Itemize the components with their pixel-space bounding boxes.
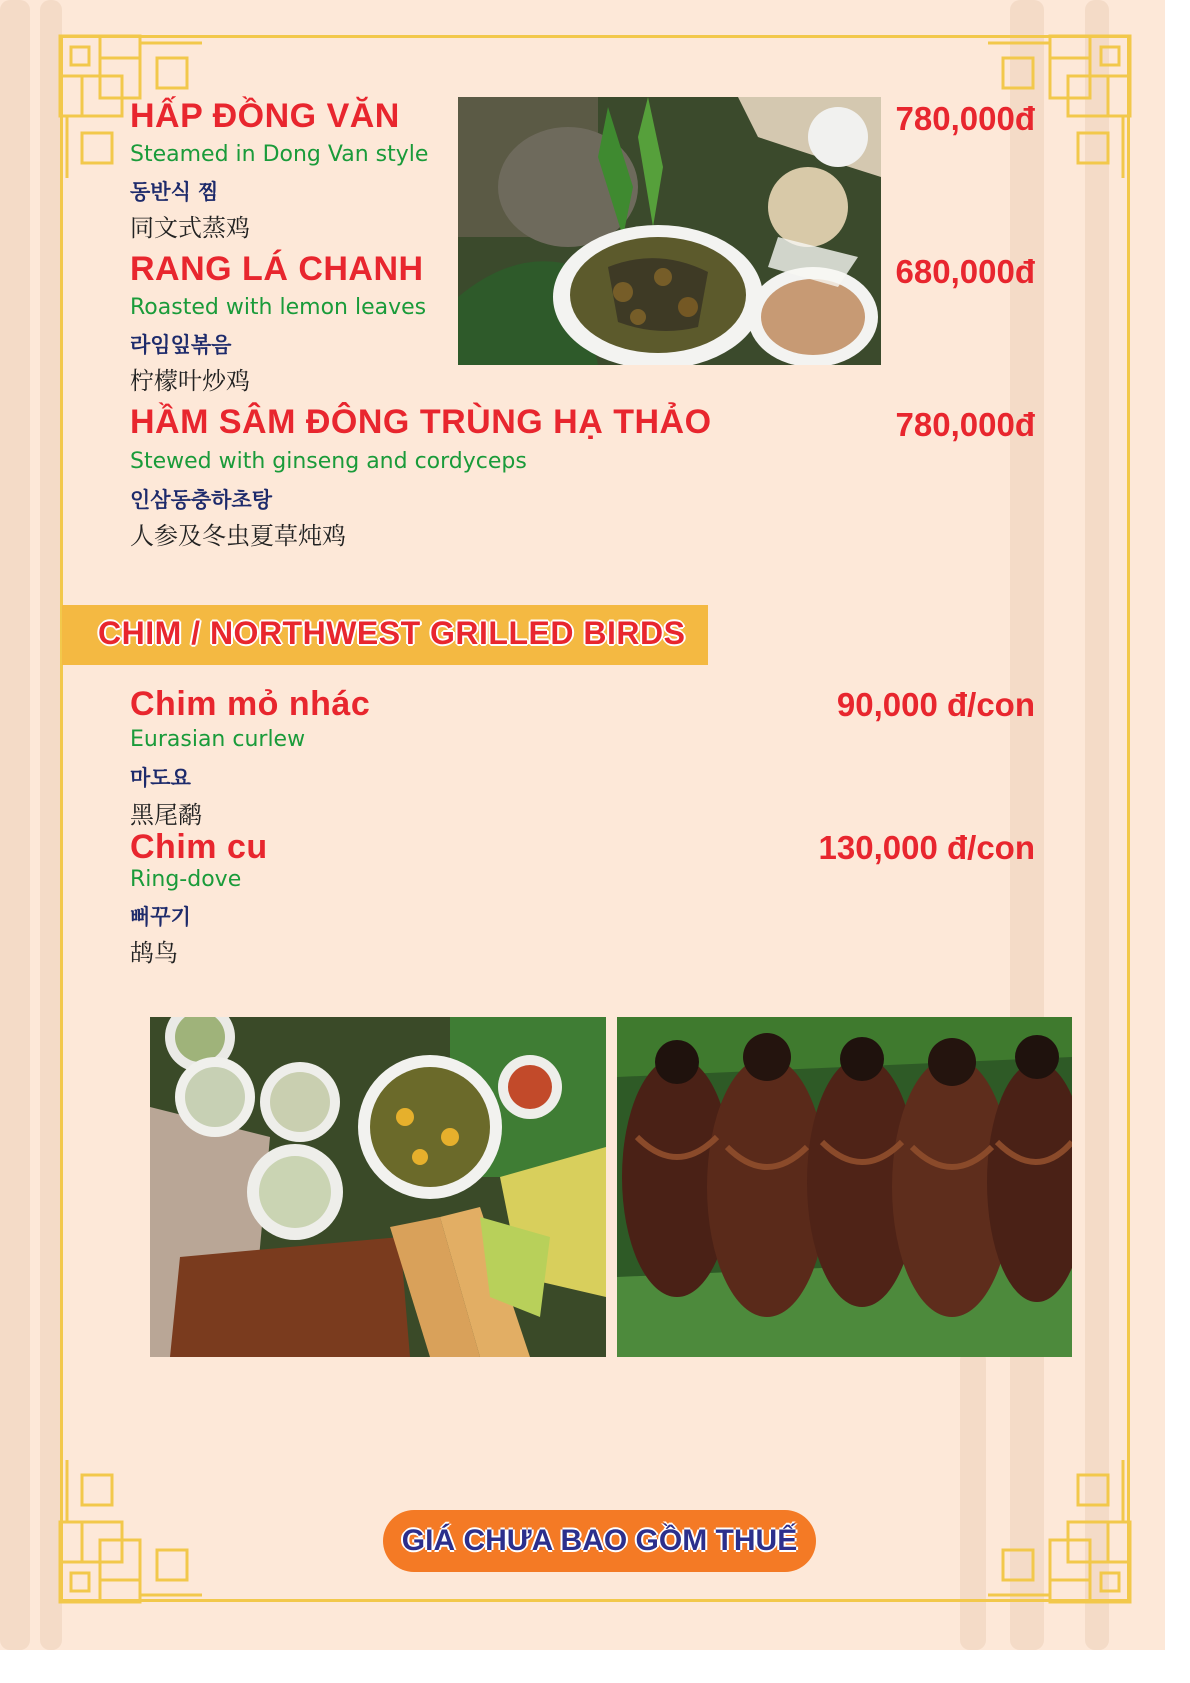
dish-english: Stewed with ginseng and cordyceps [130, 449, 527, 474]
dish-name: HẦM SÂM ĐÔNG TRÙNG HẠ THẢO [130, 403, 712, 441]
bird-price: 90,000 đ/con [836, 686, 1035, 723]
tax-note-badge [383, 1510, 816, 1572]
bird-chinese: 黑尾鹬 [130, 801, 202, 829]
dish-price: 780,000đ [895, 100, 1035, 137]
dish-name: HẤP ĐỒNG VĂN [130, 97, 400, 135]
tax-note-text: GIÁ CHƯA BAO GỒM THUẾ [401, 1524, 798, 1557]
dish-english: Roasted with lemon leaves [130, 295, 427, 320]
bird-english: Eurasian curlew [130, 727, 306, 752]
bird-price: 130,000 đ/con [818, 829, 1035, 866]
dish-korean: 동반식 찜 [130, 180, 219, 204]
corner-ornament-bottom-right [983, 1455, 1133, 1605]
dish-chinese: 人参及冬虫夏草炖鸡 [130, 522, 346, 550]
dish-name: RANG LÁ CHANH [130, 250, 424, 288]
dish-photo-platter [150, 1017, 606, 1357]
bird-korean: 마도요 [130, 766, 191, 790]
dish-chinese: 同文式蒸鸡 [130, 214, 250, 242]
dish-price: 680,000đ [895, 253, 1035, 290]
bird-name: Chim mỏ nhác [130, 685, 371, 723]
section-title: CHIM / NORTHWEST GRILLED BIRDS [98, 615, 686, 651]
dish-photo-steamed-chicken [458, 97, 881, 365]
bird-korean: 뻐꾸기 [130, 905, 191, 929]
dish-english: Steamed in Dong Van style [130, 142, 429, 167]
bird-name: Chim cu [130, 828, 268, 866]
bamboo-decoration [0, 0, 30, 1650]
bamboo-decoration [40, 0, 62, 1650]
bird-english: Ring-dove [130, 867, 242, 892]
section-header-bar [62, 605, 708, 665]
bird-chinese: 鸪鸟 [130, 939, 178, 967]
dish-korean: 인삼동충하초탕 [130, 488, 273, 512]
corner-ornament-bottom-left [57, 1455, 207, 1605]
dish-price: 780,000đ [895, 406, 1035, 443]
dish-chinese: 柠檬叶炒鸡 [130, 367, 250, 395]
dish-photo-grilled-birds [617, 1017, 1072, 1357]
dish-korean: 라임잎볶음 [130, 333, 232, 357]
